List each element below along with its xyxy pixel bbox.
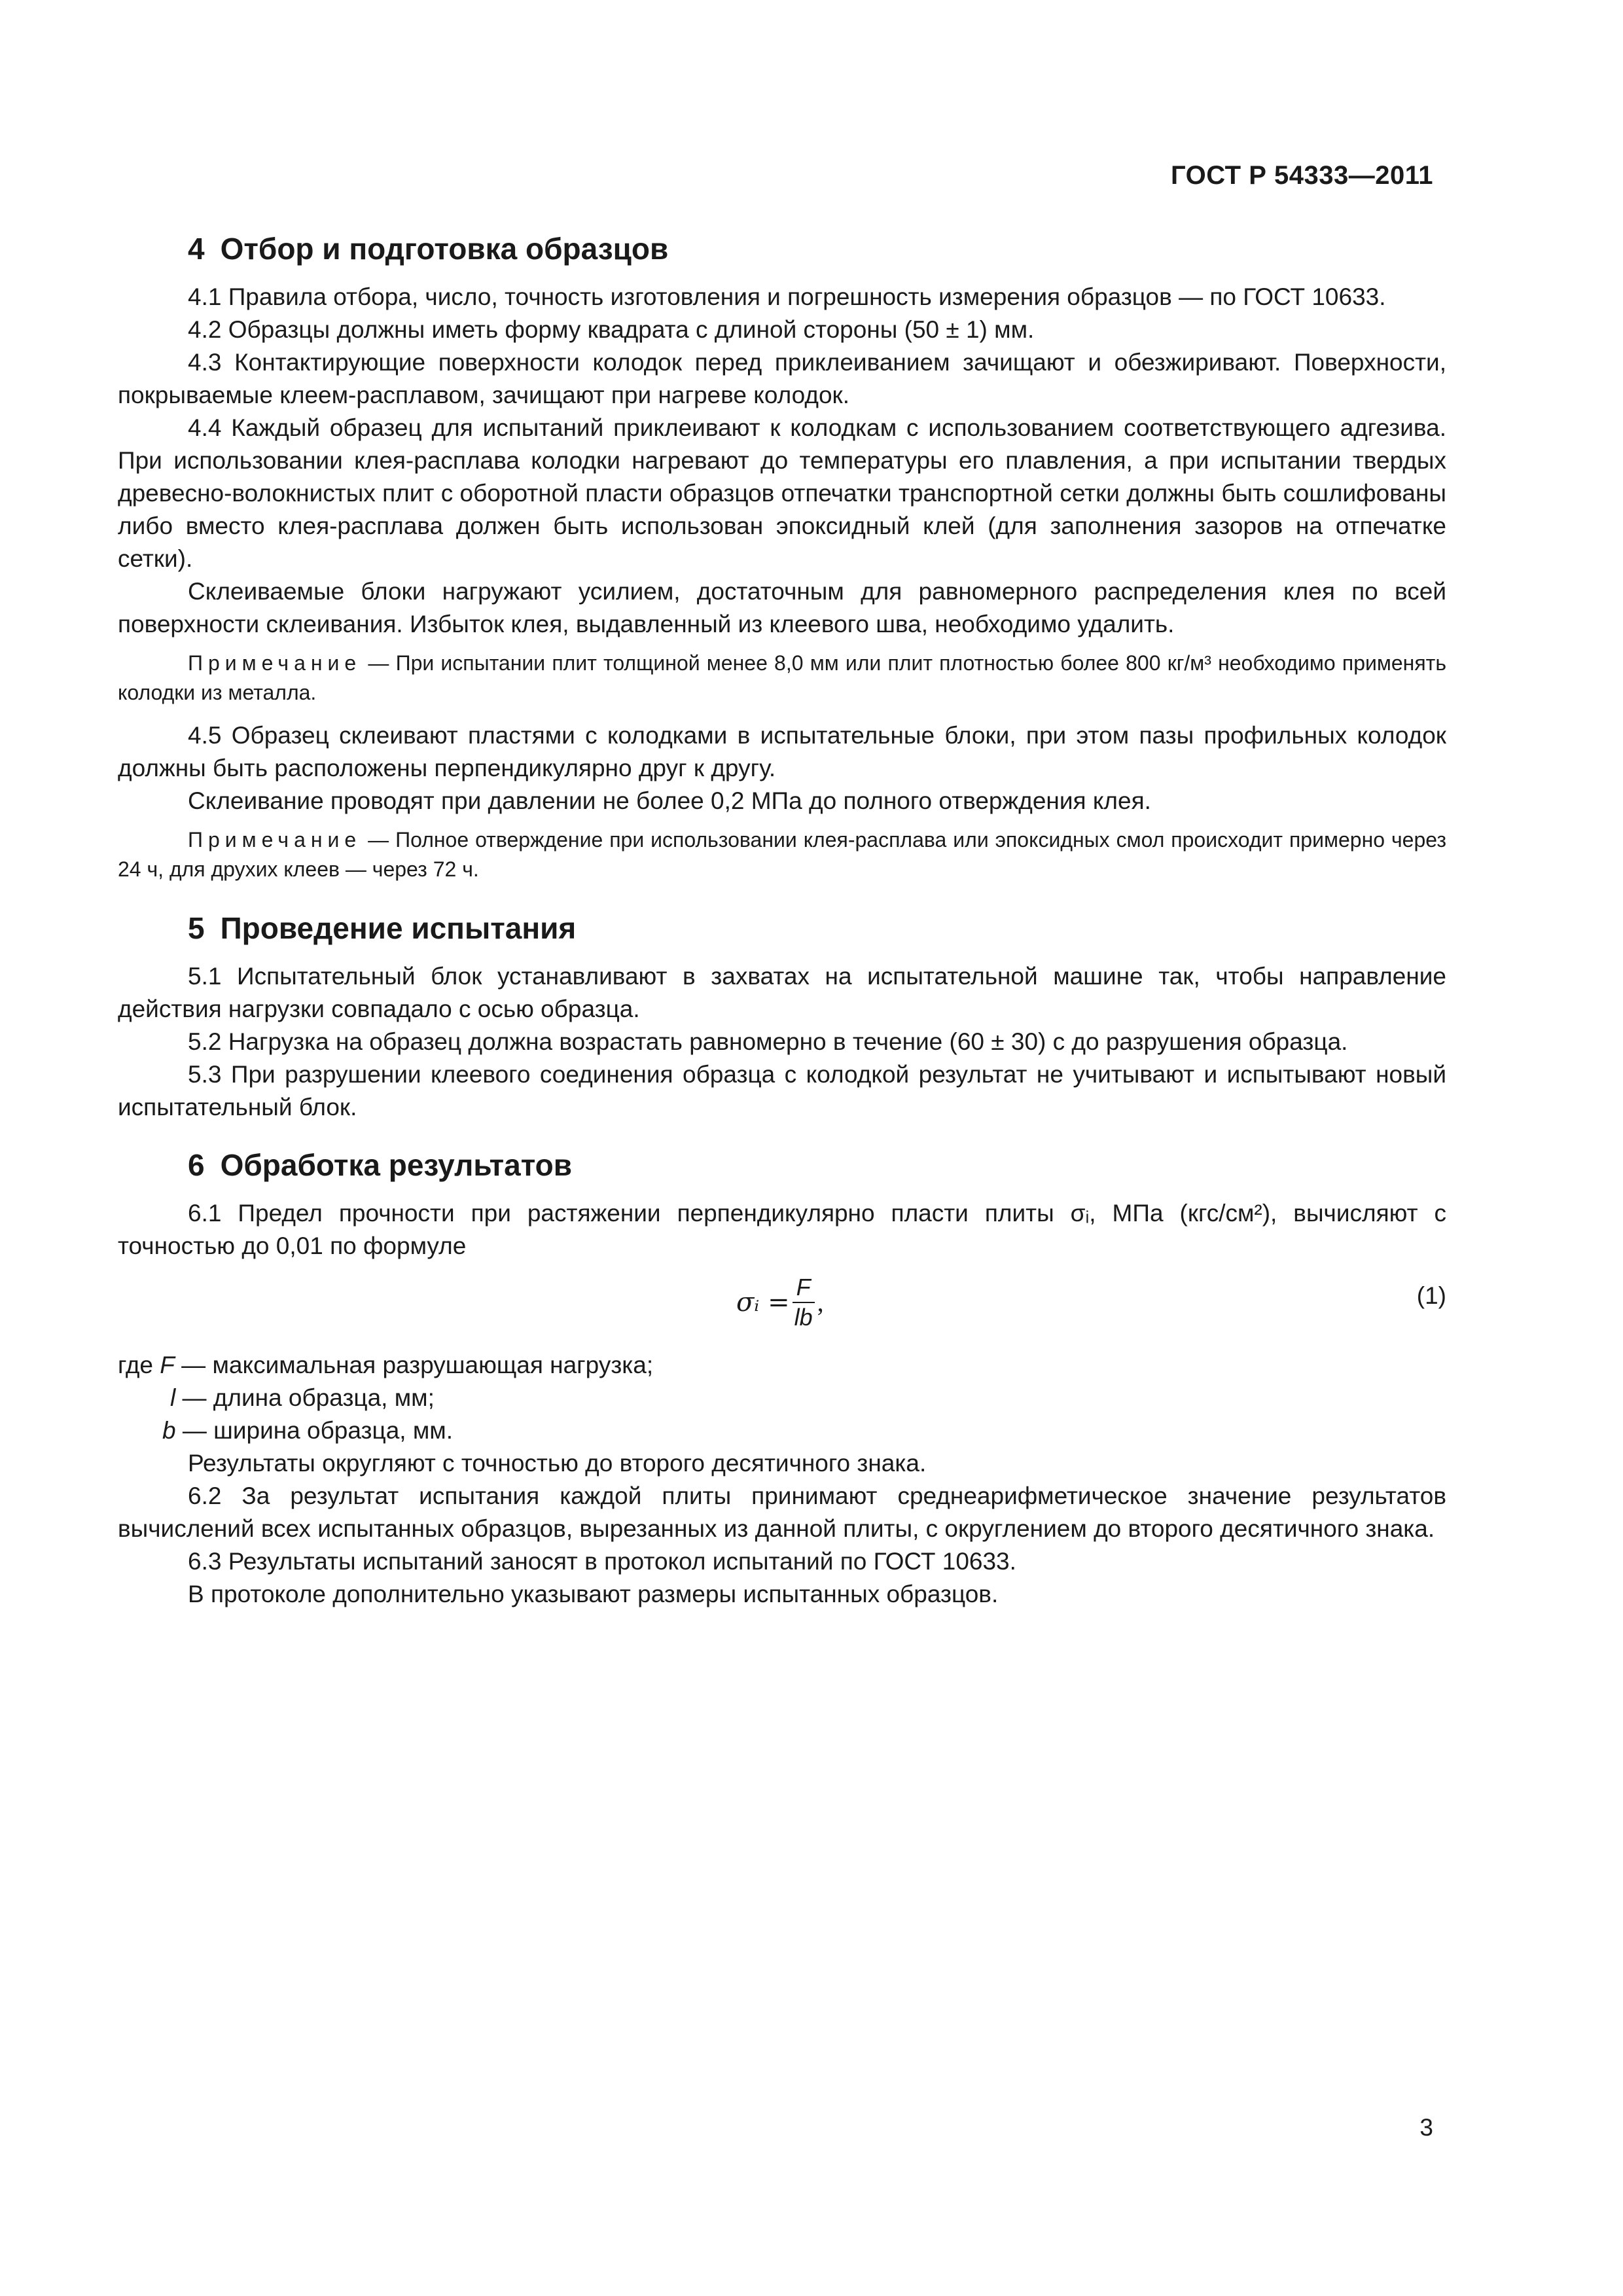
note-2-label: Примечание [188,828,362,852]
clause-4-4-continued: Склеиваемые блоки нагружают усилием, достаточным для равномерного распределения клея по всей поверхности склеивания. Избыток клея, выдавленный из клеевого шва, необходимо удалить. [118,578,1446,637]
clause-4-4: 4.4 Каждый образец для испытаний приклеивают к колодкам с использованием соответствующего адгезива. При использовании клея-расплава колодки нагревают до температуры его плавления, а при испытании твердых древесно-волокнистых плит с оборотной пласти образцов отпечатки транспортной сетки должны быть сошлифованы либо вместо клея-расплава должен быть использован эпоксидный клей (для заполнения зазоров на отпечатке сетки). [118,414,1446,572]
document-body [118,226,1446,1611]
clause-6-1: 6.1 Предел прочности при растяжении перпендикулярно пласти плиты σᵢ, МПа (кгс/см²), вычисляют с точностью до 0,01 по формуле [118,1200,1446,1259]
clause-4-5: 4.5 Образец склеивают пластями с колодками в испытательные блоки, при этом пазы профильных колодок должны быть расположены перпендикулярно друг к другу. [118,722,1446,781]
where-prefix: где [118,1352,160,1378]
clause-6-3-continued: В протоколе дополнительно указывают размеры испытанных образцов. [188,1581,999,1607]
clause-4-3: 4.3 Контактирующие поверхности колодок перед приклеиванием зачищают и обезжиривают. Поверхности, покрываемые клеем-расплавом, зачищают при нагреве колодок. [118,349,1446,408]
formula-lhs: σᵢ = [736,1287,790,1318]
section-4-heading [188,226,1446,272]
where-b [118,1414,1446,1447]
clause-4-2: 4.2 Образцы должны иметь форму квадрата с длиной стороны (50 ± 1) мм. [188,316,1035,343]
note-2 [118,825,1446,884]
section-5-title: Проведение испытания [220,911,577,945]
note-2-text: — Полное отверждение при использовании клея-расплава или эпоксидных смол происходит примерно через 24 ч, для друхих клеев — через 72 ч. [118,828,1446,881]
formula-fraction [793,1273,815,1332]
where-f-text: — максимальная разрушающая нагрузка; [174,1352,654,1378]
section-5-heading [188,905,1446,951]
where-l-var: l [170,1384,176,1411]
section-4-title: Отбор и подготовка образцов [220,232,669,266]
formula-1 [118,1266,1446,1345]
note-1-text: — При испытании плит толщиной менее 8,0 мм или плит плотностью более 800 кг/м³ необходимо применять колодки из металла. [118,651,1446,704]
section-6-number: 6 [188,1148,205,1182]
clause-5-2: 5.2 Нагрузка на образец должна возрастать равномерно в течение (60 ± 30) с до разрушения образца. [188,1028,1348,1055]
where-f [118,1349,1446,1382]
note-1-label: Примечание [188,651,362,675]
clause-4-5-continued: Склеивание проводят при давлении не более 0,2 МПа до полного отверждения клея. [188,787,1151,814]
section-4-number: 4 [188,232,205,266]
formula-numerator: F [793,1273,815,1303]
where-l-text: — длина образца, мм; [175,1384,435,1411]
where-l [118,1382,1446,1414]
formula-trail: , [817,1287,824,1317]
page-number: 3 [1419,2114,1433,2141]
clause-6-3: 6.3 Результаты испытаний заносят в протокол испытаний по ГОСТ 10633. [188,1548,1016,1575]
clause-5-1: 5.1 Испытательный блок устанавливают в захватах на испытательной машине так, чтобы направление действия нагрузки совпадало с осью образца. [118,963,1446,1022]
where-f-var: F [160,1352,175,1378]
section-5-number: 5 [188,911,205,945]
formula-denominator: lb [794,1304,813,1331]
section-6-title: Обработка результатов [220,1148,572,1182]
formula-expression [736,1273,824,1332]
formula-number: (1) [1416,1282,1446,1309]
clause-5-3: 5.3 При разрушении клеевого соединения образца с колодкой результат не учитывают и испытывают новый испытательный блок. [118,1061,1446,1121]
rounding-note: Результаты округляют с точностью до второго десятичного знака. [188,1450,927,1477]
where-b-var: b [162,1417,176,1444]
document-id: ГОСТ Р 54333—2011 [1171,161,1433,190]
section-6-heading [188,1142,1446,1188]
clause-4-1: 4.1 Правила отбора, число, точность изготовления и погрешность измерения образцов — по ГОСТ 10633. [188,283,1386,310]
clause-6-2: 6.2 За результат испытания каждой плиты принимают среднеарифметическое значение результатов вычислений всех испытанных образцов, вырезанных из данной плиты, с округлением до второго десятичного знака. [118,1482,1446,1542]
where-b-text: — ширина образца, мм. [175,1417,453,1444]
note-1 [118,649,1446,708]
